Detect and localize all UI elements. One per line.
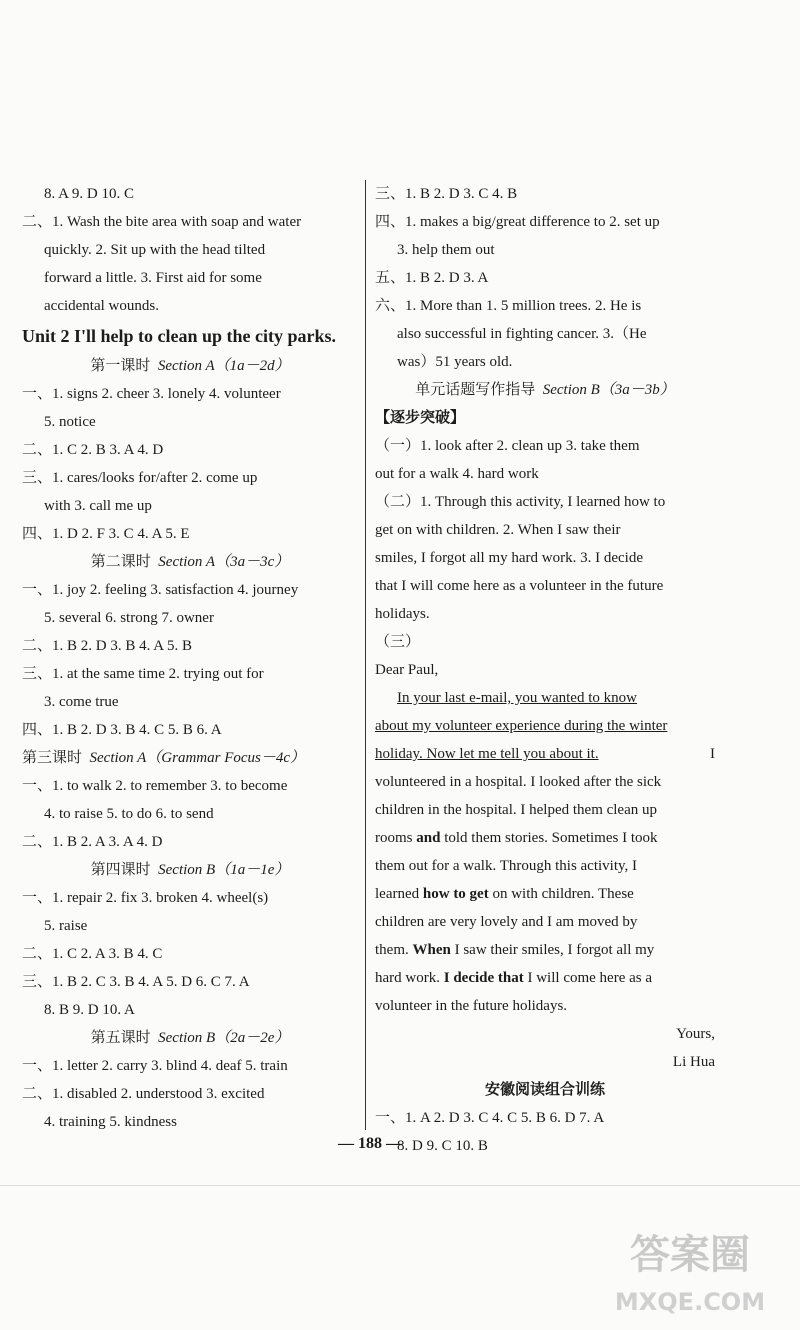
answer-line: was）51 years old. xyxy=(397,354,513,370)
answer-line: 4. to raise 5. to do 6. to send xyxy=(44,806,214,822)
answer-line: 二、1. B 2. A 3. A 4. D xyxy=(22,834,163,850)
answer-line: 五、1. B 2. D 3. A xyxy=(375,270,489,286)
left-column xyxy=(22,180,358,1136)
letter-line: them out for a walk. Through this activity, I xyxy=(375,858,638,874)
answer-line: 一、1. to walk 2. to remember 3. to become xyxy=(22,778,288,794)
answer-line: 二、1. disabled 2. understood 3. excited xyxy=(22,1086,265,1102)
letter-line: learned how to get on with children. These xyxy=(375,886,634,902)
letter-line: In your last e-mail, you wanted to know xyxy=(397,690,637,706)
letter-line: children are very lovely and I am moved by xyxy=(375,914,638,930)
lesson-heading: 第一课时 Section A（1a－2d） xyxy=(90,358,290,374)
unit-title: Unit 2 I'll help to clean up the city parks. xyxy=(22,326,337,346)
answer-line: smiles, I forgot all my hard work. 3. I decide xyxy=(375,550,643,566)
writing-guide-heading: 单元话题写作指导 Section B（3a－3b） xyxy=(415,382,675,398)
answer-line: 二、1. C 2. B 3. A 4. D xyxy=(22,442,164,458)
column-divider xyxy=(365,180,366,1130)
answer-line: 四、1. D 2. F 3. C 4. A 5. E xyxy=(22,526,190,542)
answer-line: 一、1. signs 2. cheer 3. lonely 4. volunteer xyxy=(22,386,281,402)
answer-line: 一、1. letter 2. carry 3. blind 4. deaf 5. train xyxy=(22,1058,288,1074)
answer-line: 5. several 6. strong 7. owner xyxy=(44,610,214,626)
lesson-heading: 第四课时 Section B（1a－1e） xyxy=(90,862,290,878)
answer-line: 一、1. A 2. D 3. C 4. C 5. B 6. D 7. A xyxy=(375,1110,605,1126)
answer-line: 8. A 9. D 10. C xyxy=(44,186,135,202)
answer-line: 一、1. repair 2. fix 3. broken 4. wheel(s) xyxy=(22,890,269,906)
answer-line: 3. come true xyxy=(44,694,119,710)
answer-line: （二）1. Through this activity, I learned how to xyxy=(375,494,666,510)
section-label: 【逐步突破】 xyxy=(375,410,466,426)
answer-line: 一、1. joy 2. feeling 3. satisfaction 4. journey xyxy=(22,582,299,598)
reading-practice-heading: 安徽阅读组合训练 xyxy=(484,1082,605,1098)
letter-line: about my volunteer experience during the winter xyxy=(375,718,668,734)
answer-line: 六、1. More than 1. 5 million trees. 2. He is xyxy=(375,298,642,314)
answer-line: that I will come here as a volunteer in the future xyxy=(375,578,664,594)
page-number: — 188 — xyxy=(338,1135,402,1152)
letter-line: children in the hospital. I helped them clean up xyxy=(375,802,657,818)
letter-line: volunteered in a hospital. I looked after the sick xyxy=(375,774,662,790)
right-column xyxy=(375,180,715,1160)
letter-line: rooms and told them stories. Sometimes I took xyxy=(375,830,658,846)
answer-line: 3. help them out xyxy=(397,242,495,258)
svg-text:答案圈: 答案圈 xyxy=(630,1232,750,1278)
letter-signature: Li Hua xyxy=(672,1054,715,1070)
answer-line: out for a walk 4. hard work xyxy=(375,466,539,482)
answer-line: 三、1. B 2. C 3. B 4. A 5. D 6. C 7. A xyxy=(22,974,250,990)
answer-line: 三、1. cares/looks for/after 2. come up xyxy=(22,470,258,486)
answer-line: also successful in fighting cancer. 3.（He xyxy=(397,326,647,342)
answer-line: 4. training 5. kindness xyxy=(44,1114,177,1130)
answer-line: get on with children. 2. When I saw their xyxy=(375,522,621,538)
answer-line: 四、1. B 2. D 3. B 4. C 5. B 6. A xyxy=(22,722,222,738)
letter-line: them. When I saw their smiles, I forgot all my xyxy=(375,942,655,958)
watermark-logo xyxy=(600,1210,780,1320)
answer-line: 5. raise xyxy=(44,918,88,934)
lesson-heading: 第三课时 Section A（Grammar Focus－4c） xyxy=(22,750,306,766)
letter-line: hard work. I decide that I will come here as a xyxy=(375,970,653,986)
letter-line: volunteer in the future holidays. xyxy=(375,998,568,1014)
answer-line: accidental wounds. xyxy=(44,298,159,314)
answer-line: 二、1. C 2. A 3. B 4. C xyxy=(22,946,163,962)
answer-line: 二、1. Wash the bite area with soap and water xyxy=(22,214,302,230)
answer-line: quickly. 2. Sit up with the head tilted xyxy=(44,242,266,258)
letter-closing: Yours, xyxy=(676,1026,715,1042)
answer-line: 四、1. makes a big/great difference to 2. set up xyxy=(375,214,660,230)
answer-line: （一）1. look after 2. clean up 3. take them xyxy=(375,438,640,454)
bottom-rule xyxy=(0,1185,800,1186)
answer-line: 三、1. B 2. D 3. C 4. B xyxy=(375,186,518,202)
section-label: （三） xyxy=(375,634,421,650)
answer-line: 8. D 9. C 10. B xyxy=(397,1138,488,1154)
lesson-heading: 第五课时 Section B（2a－2e） xyxy=(90,1030,290,1046)
answer-line: 5. notice xyxy=(44,414,96,430)
answer-line: with 3. call me up xyxy=(44,498,152,514)
answer-line: 8. B 9. D 10. A xyxy=(44,1002,135,1018)
letter-greeting: Dear Paul, xyxy=(375,662,439,678)
answer-line: 二、1. B 2. D 3. B 4. A 5. B xyxy=(22,638,193,654)
lesson-heading: 第二课时 Section A（3a－3c） xyxy=(90,554,290,570)
answer-line: forward a little. 3. First aid for some xyxy=(44,270,262,286)
svg-text:MXQE.COM: MXQE.COM xyxy=(614,1288,766,1316)
answer-line: 三、1. at the same time 2. trying out for xyxy=(22,666,264,682)
answer-line: holidays. xyxy=(375,606,430,622)
letter-line: holiday. Now let me tell you about it. I xyxy=(375,746,715,762)
